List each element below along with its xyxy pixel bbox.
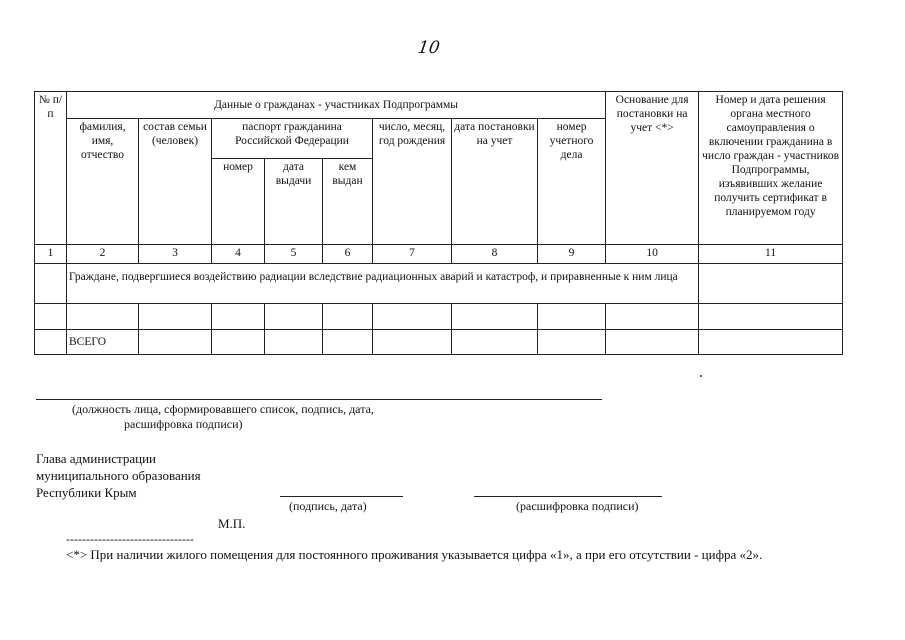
- column-number-3: 3: [139, 245, 212, 264]
- column-number-5: 5: [265, 245, 323, 264]
- table-row: [35, 304, 843, 330]
- column-number-11: 11: [699, 245, 843, 264]
- head-title-line3: Республики Крым: [36, 485, 137, 500]
- compiler-caption-line2: расшифровка подписи): [124, 417, 243, 431]
- header-passport-issue-date: дата выдачи: [265, 159, 323, 245]
- category-row-number-cell: [35, 264, 67, 304]
- head-title-line1: Глава администрации: [36, 451, 157, 466]
- stamp-place: М.П.: [218, 516, 246, 531]
- participants-table: [34, 91, 843, 355]
- compiler-caption-line1: (должность лица, сформировавшего список, подпись, дата,: [72, 402, 374, 416]
- header-passport-issuer: кем выдан: [323, 159, 373, 245]
- scan-speck: [700, 375, 702, 377]
- column-number-10: 10: [606, 245, 699, 264]
- category-row-label: Граждане, подвергшиеся воздействию радиации вследствие радиационных аварий и катастроф, и приравненные к ним лица: [67, 264, 699, 304]
- column-number-8: 8: [452, 245, 538, 264]
- column-number-6: 6: [323, 245, 373, 264]
- head-signature-line: [280, 496, 403, 497]
- decoding-caption: (расшифровка подписи): [516, 499, 639, 513]
- head-decoding-line: [474, 496, 662, 497]
- total-row: [35, 330, 843, 355]
- column-number-4: 4: [212, 245, 265, 264]
- column-number-7: 7: [373, 245, 452, 264]
- header-passport: паспорт гражданина Российской Федерации: [212, 119, 373, 159]
- header-birth-date: число, месяц, год рождения: [373, 119, 452, 245]
- header-number: № п/п: [35, 92, 67, 245]
- footnote-text: <*> При наличии жилого помещения для постоянного проживания указывается цифра «1», а при его отсутствии - цифра «2».: [66, 547, 763, 562]
- header-case-number: номер учетного дела: [538, 119, 606, 245]
- header-full-name: фамилия, имя, отчество: [67, 119, 139, 245]
- header-family-size: состав семьи (человек): [139, 119, 212, 245]
- compiler-signature-line: [36, 399, 602, 400]
- header-passport-number: номер: [212, 159, 265, 245]
- header-participants-data: Данные о гражданах - участниках Подпрограммы: [67, 92, 606, 119]
- column-number-9: 9: [538, 245, 606, 264]
- header-decision: Номер и дата решения органа местного самоуправления о включении гражданина в число граждан - участников Подпрограммы, изъявивших желание получить сертификат в планируемом году: [699, 92, 843, 245]
- category-row-decision-cell: [699, 264, 843, 304]
- total-label: ВСЕГО: [67, 330, 139, 355]
- header-registration-basis: Основание для постановки на учет <*>: [606, 92, 699, 245]
- header-registration-date: дата постановки на учет: [452, 119, 538, 245]
- column-number-1: 1: [35, 245, 67, 264]
- signature-date-caption: (подпись, дата): [289, 499, 367, 513]
- footnote-separator: --------------------------------: [66, 532, 194, 546]
- head-title-line2: муниципального образования: [36, 468, 201, 483]
- page-number: 10: [416, 38, 442, 58]
- column-number-2: 2: [67, 245, 139, 264]
